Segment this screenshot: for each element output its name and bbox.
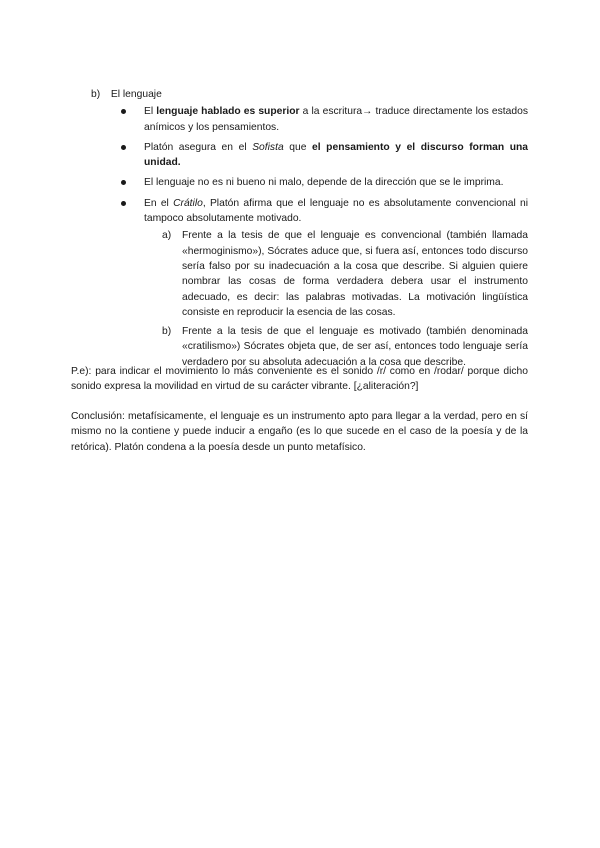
bullet-bold-text: lenguaje hablado es superior — [156, 106, 300, 118]
bullet-italic-text: Sofista — [252, 141, 284, 153]
sub-list-text: Frente a la tesis de que el lenguaje es motivado (también denominada «cratilismo») Sócrates objeta que, de ser así, entonces todo lenguaje sería verdadero por su absoluta adecuación a la cosa que describe. — [182, 326, 528, 368]
example-paragraph: P.e): para indicar el movimiento lo más conveniente es el sonido /r/ como en /rodar/ porque dicho sonido expresa la movilidad en virtud de su carácter vibrante. [¿aliteración?] — [71, 366, 528, 393]
bullet-italic-text: Crátilo — [173, 197, 203, 209]
section-b-marker: b) — [91, 89, 101, 100]
bullet-bold-text: el pensamiento y el discurso forman una unidad. — [144, 141, 529, 169]
bullet-dot-icon — [121, 201, 126, 206]
bullet-text: que — [283, 141, 313, 153]
bullet-text: a la escritura→ traduce directamente los estados anímicos y los pensamientos. — [144, 106, 528, 133]
bullet-text: El — [144, 106, 157, 118]
bullet-dot-icon — [121, 180, 126, 185]
conclusion-paragraph: Conclusión: metafísicamente, el lenguaje es un instrumento apto para llegar a la verdad, pero en sí mismo no la contiene y puede inducir a engaño (es lo que sucede en el caso de la poesía y de la retórica). Platón condena a la poesía desde un punto metafísico. — [71, 411, 528, 453]
section-b-title: El lenguaje — [110, 89, 162, 100]
section-b — [91, 87, 531, 375]
bullet-text: , Platón afirma que el lenguaje no es absolutamente convencional ni tampoco absolutamente motivado. — [144, 197, 528, 225]
sub-list-item — [148, 228, 528, 320]
bullet-text: En el — [144, 197, 174, 209]
sub-list-marker: b) — [162, 326, 172, 338]
sub-list-text: Frente a la tesis de que el lenguaje es convencional (también llamada «hermoginismo»), Sócrates aduce que, si fuera así, entonces todo discurso sería falso por su inadecuación a la cosa que describe. Si alguien quiere nombrar las cosas de forma verdadera debera usar el instrumento adecuado, es decir: las palabras motivadas. La motivación lingüística consiste en reproducir la esencia de las cosas. — [182, 230, 528, 318]
bullet-item — [91, 140, 528, 171]
bullet-dot-icon — [121, 109, 126, 114]
bullet-text: Platón asegura en el — [144, 141, 253, 153]
sub-list — [144, 228, 528, 370]
bullet-item — [91, 196, 528, 370]
bullet-list — [91, 104, 531, 370]
section-b-heading — [91, 87, 531, 102]
bullet-item — [91, 175, 528, 190]
bullet-item — [91, 104, 528, 135]
sub-list-marker: a) — [162, 230, 172, 242]
bullet-text: El lenguaje no es ni bueno ni malo, depende de la dirección que se le imprima. — [144, 177, 504, 189]
bullet-dot-icon — [121, 145, 126, 150]
